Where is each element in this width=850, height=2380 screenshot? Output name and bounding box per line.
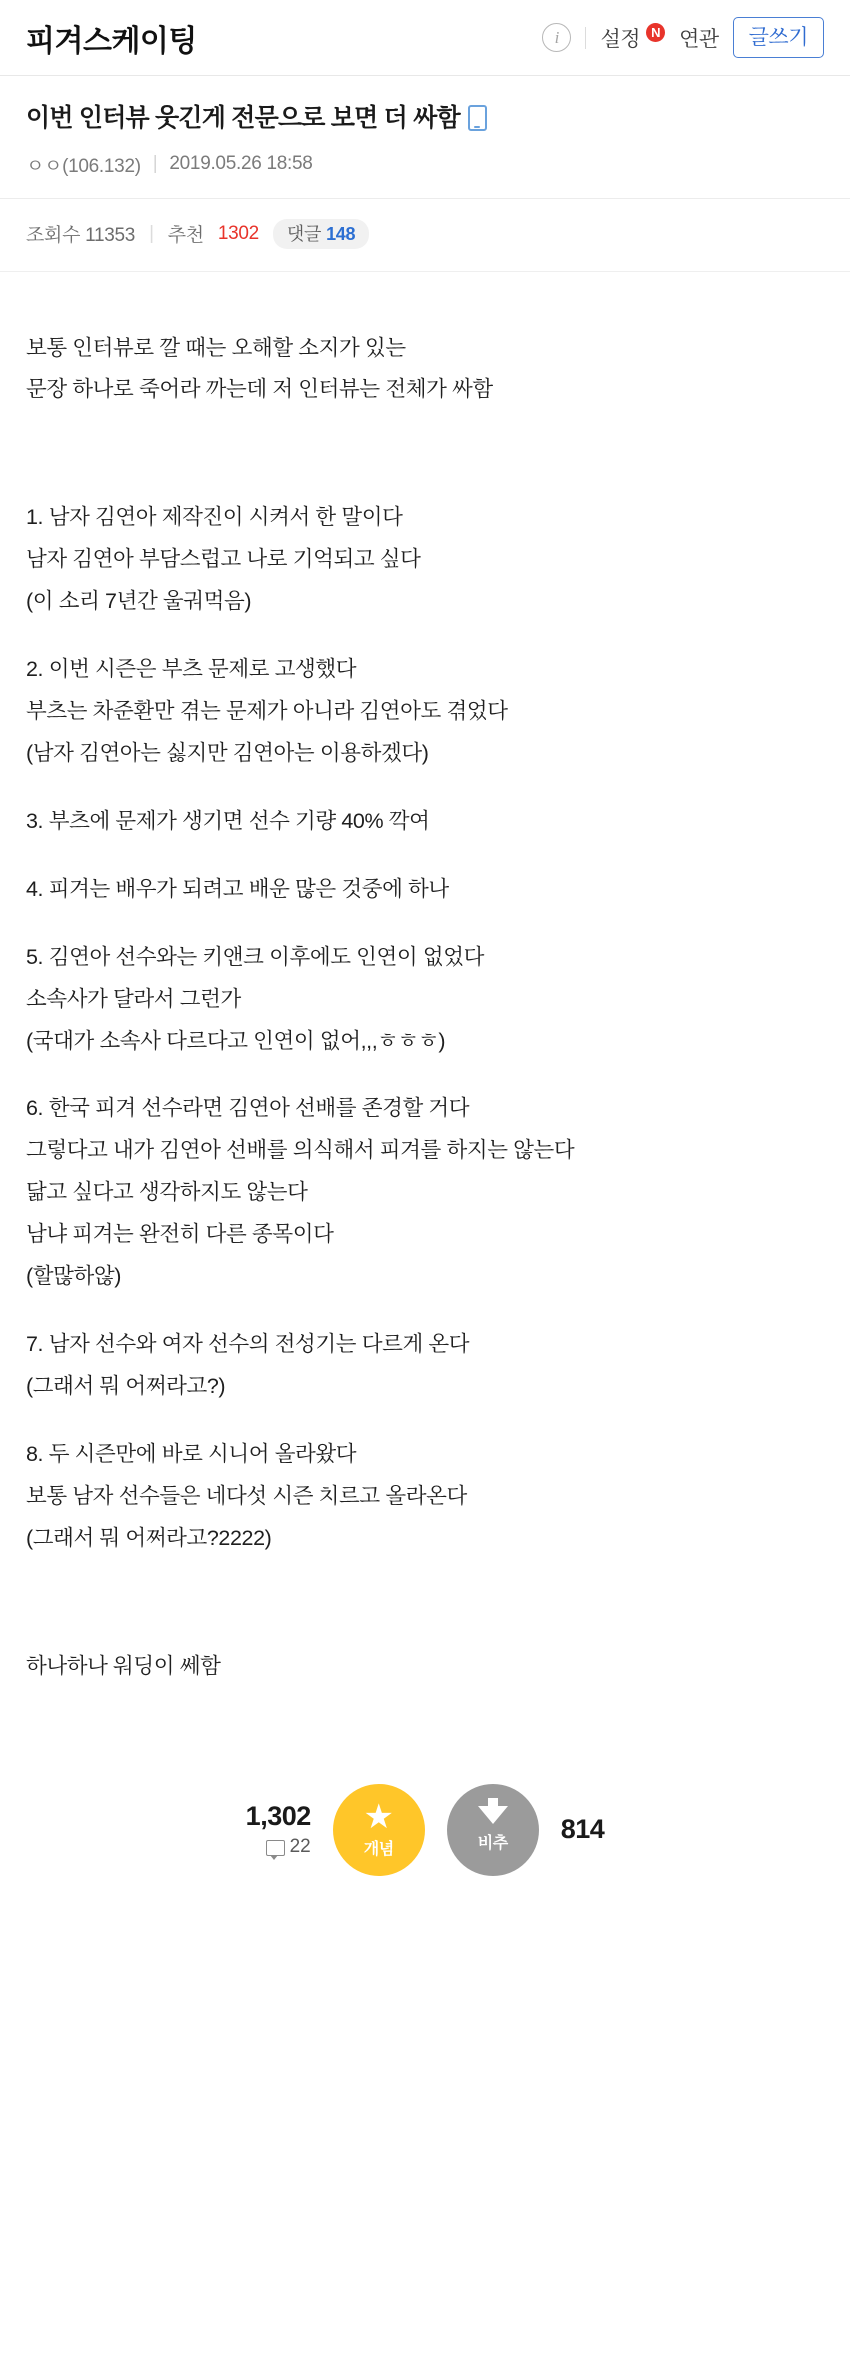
paragraph-spacer <box>26 1062 824 1088</box>
settings-label: 설정 <box>600 27 641 51</box>
downvote-label: 비추 <box>477 1835 508 1853</box>
body-line: 그렇다고 내가 김연아 선배를 의식해서 피겨를 하지는 않는다 <box>26 1138 575 1163</box>
paragraph-spacer <box>26 911 824 937</box>
body-line: (남자 김연아는 싫지만 김연아는 이용하겠다) <box>26 740 429 765</box>
comment-count: 148 <box>326 223 356 244</box>
body-line: 닮고 싶다고 생각하지도 않는다 <box>26 1180 308 1205</box>
header-divider <box>585 27 586 49</box>
body-line: 1. 남자 김연아 제작진이 시켜서 한 말이다 <box>26 505 403 530</box>
comment-chip[interactable] <box>273 219 369 249</box>
body-line: 보통 인터뷰로 깔 때는 오해할 소지가 있는 <box>26 335 406 360</box>
body-line: 7. 남자 선수와 여자 선수의 전성기는 다르게 온다 <box>26 1332 470 1357</box>
upvote-button[interactable] <box>333 1784 425 1876</box>
comment-bubble-icon <box>266 1840 285 1856</box>
settings-link[interactable] <box>600 23 665 53</box>
mini-comment-count: 22 <box>289 1836 311 1858</box>
body-line: 문장 하나로 죽어라 까는데 저 인터뷰는 전체가 싸함 <box>26 377 493 402</box>
post-date: 2019.05.26 18:58 <box>169 153 313 174</box>
up-vote-count: 1,302 <box>245 1801 311 1832</box>
body-line: 남냐 피겨는 완전히 다른 종목이다 <box>26 1222 334 1247</box>
view-count: 조회수 11353 <box>26 225 136 246</box>
paragraph-spacer <box>26 623 824 649</box>
info-icon[interactable]: i <box>542 23 571 52</box>
body-line: 8. 두 시즌만에 바로 시니어 올라왔다 <box>26 1441 357 1466</box>
up-count-column <box>246 1800 311 1859</box>
body-line: 하나하나 워딩이 쎄함 <box>26 1653 221 1678</box>
stats-divider: | <box>149 222 154 244</box>
post-title-text: 이번 인터뷰 웃긴게 전문으로 보면 더 싸함 <box>26 104 460 132</box>
paragraph-spacer <box>26 775 824 801</box>
paragraph-spacer <box>26 411 824 497</box>
gallery-header <box>0 0 850 76</box>
related-label: 연관 <box>679 27 719 51</box>
paragraph-spacer <box>26 843 824 869</box>
page-title <box>26 102 824 135</box>
paragraph-spacer <box>26 1560 824 1646</box>
post-header <box>0 76 850 199</box>
post-body <box>0 272 850 1688</box>
body-line: (그래서 뭐 어쩌라고?2222) <box>26 1525 272 1550</box>
body-line: 소속사가 달라서 그런가 <box>26 986 241 1011</box>
gallery-title: 피겨스케이팅 <box>26 24 197 58</box>
body-line: 3. 부츠에 문제가 생기면 선수 기량 40% 깍여 <box>26 808 430 833</box>
body-line: 부츠는 차준환만 겪는 문제가 아니라 김연아도 겪었다 <box>26 699 508 724</box>
recommend-label: 추천 <box>167 225 204 246</box>
mobile-device-icon <box>468 105 487 131</box>
byline <box>26 151 824 178</box>
vote-bar <box>0 1784 850 1936</box>
body-line: 4. 피겨는 배우가 되려고 배운 많은 것중에 하나 <box>26 876 449 901</box>
body-line: 남자 김연아 부담스럽고 나로 기억되고 싶다 <box>26 547 421 572</box>
paragraph-spacer <box>26 1298 824 1324</box>
upvote-label: 개념 <box>363 1841 394 1859</box>
comment-label: 댓글 <box>286 223 322 244</box>
mini-comment-row <box>246 1836 311 1859</box>
byline-divider: | <box>152 153 158 174</box>
post-stats <box>0 199 850 272</box>
arrow-down-icon <box>478 1806 508 1824</box>
body-line: 5. 김연아 선수와는 키앤크 이후에도 인연이 없었다 <box>26 944 484 969</box>
downvote-button[interactable] <box>447 1784 539 1876</box>
body-line: 6. 한국 피겨 선수라면 김연아 선배를 존경할 거다 <box>26 1096 470 1121</box>
body-line: 2. 이번 시즌은 부츠 문제로 고생했다 <box>26 657 357 682</box>
header-actions <box>542 17 824 58</box>
recommend-count: 1302 <box>217 222 259 244</box>
down-vote-count: 814 <box>560 1814 605 1845</box>
author-name[interactable]: ㅇㅇ(106.132) <box>26 155 141 177</box>
body-line: (그래서 뭐 어쩌라고?) <box>26 1374 226 1399</box>
related-link[interactable] <box>679 23 719 53</box>
write-button[interactable]: 글쓰기 <box>733 17 824 58</box>
body-line: 보통 남자 선수들은 네다섯 시즌 치르고 올라온다 <box>26 1483 467 1508</box>
body-line: (할많하않) <box>26 1264 121 1289</box>
paragraph-spacer <box>26 1408 824 1434</box>
body-line: (국대가 소속사 다르다고 인연이 없어,,,ㅎㅎㅎ) <box>26 1028 446 1053</box>
body-line: (이 소리 7년간 울궈먹음) <box>26 589 252 614</box>
new-badge: N <box>646 23 665 42</box>
star-icon: ★ <box>363 1798 394 1837</box>
